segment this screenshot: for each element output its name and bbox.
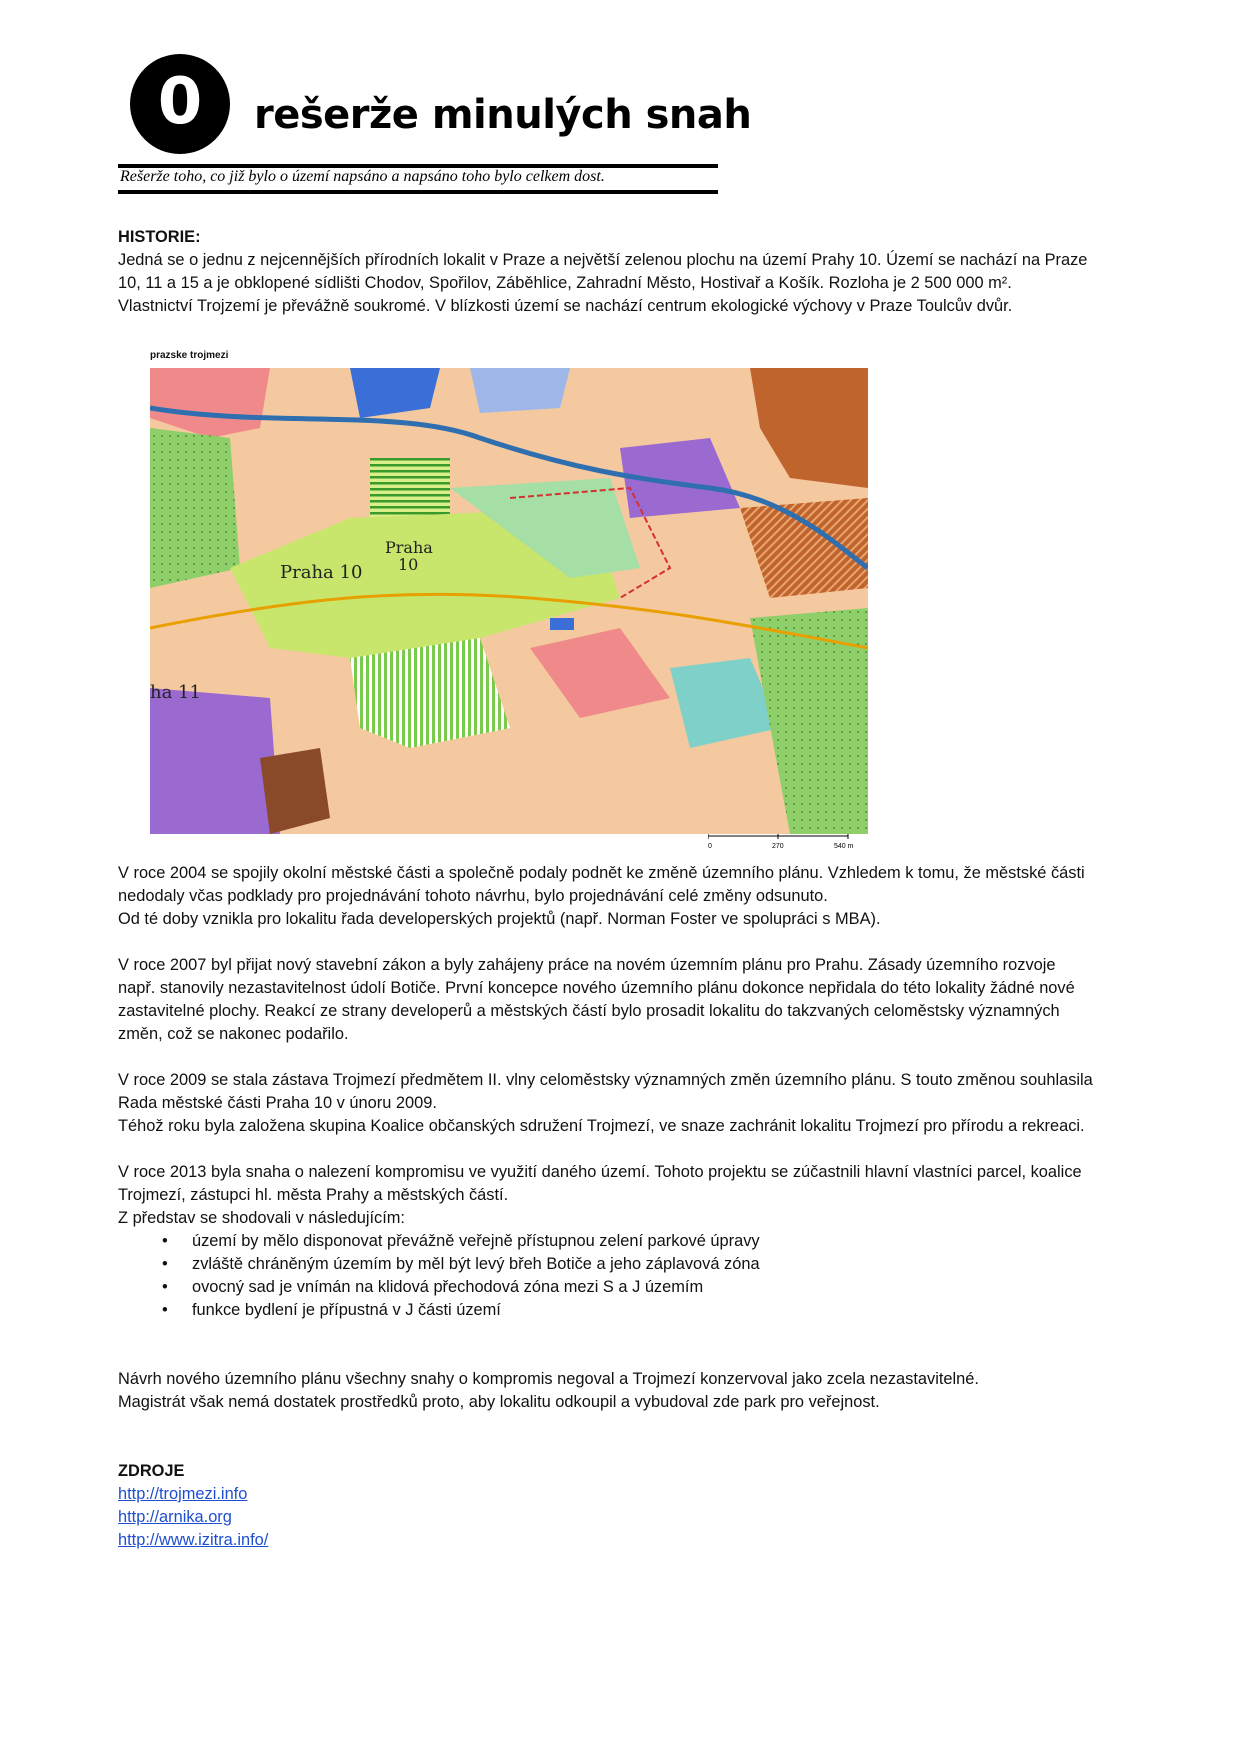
tagline: Rešerže toho, co již bylo o území napsáno a napsáno toho bylo celkem dost. [120, 168, 605, 185]
paragraph-line: Rada městské části Praha 10 v únoru 2009. [118, 1094, 437, 1112]
scale-label: 0 [708, 843, 712, 850]
scale-label: 540 m [834, 843, 854, 850]
map-graphic [150, 368, 868, 834]
list-item: • území by mělo disponovat převážně veřejně přístupnou zelení parkové úpravy [192, 1230, 1128, 1253]
list-item: • ovocný sad je vnímán na klidová přechodová zóna mezi S a J územím [192, 1276, 1128, 1299]
paragraph-line: V roce 2007 byl přijat nový stavební zákon a byly zahájeny práce na novém územním plánu pro Prahu. Zásady územního rozvoje [118, 956, 1056, 974]
paragraph-line: Z představ se shodovali v následujícím: [118, 1209, 405, 1227]
paragraph-line: V roce 2013 byla snaha o nalezení kompromisu ve využití daného území. Tohoto projektu se zúčastnili hlavní vlastníci parcel, koalice [118, 1163, 1082, 1181]
map-zone-pond [550, 618, 574, 630]
paragraph-line: např. stanovily nezastavitelnost údolí Botiče. První koncepce nového územního plánu dokonce nepřidala do této lokality žádné nové [118, 979, 1075, 997]
map-scale [708, 834, 858, 860]
paragraph-line: Od té doby vznikla pro lokalitu řada developerských projektů (např. Norman Foster ve spolupráci s MBA). [118, 910, 881, 928]
scale-label: 270 [772, 843, 784, 850]
paragraph-line: V roce 2009 se stala zástava Trojmezí předmětem II. vlny celoměstsky významných změn územního plánu. S touto změnou souhlasila [118, 1071, 1093, 1089]
closing-line: Návrh nového územního plánu všechny snahy o kompromis negoval a Trojmezí konzervoval jako zcela nezastavitelné. [118, 1370, 979, 1388]
list-item: • funkce bydlení je přípustná v J části území [192, 1299, 1128, 1322]
agreement-list [118, 1230, 1128, 1322]
closing-line: Magistrát však nemá dostatek prostředků proto, aby lokalitu odkoupil a vybudoval zde park pro veřejnost. [118, 1393, 880, 1411]
map-label-praha10: Praha 10 [280, 562, 363, 583]
map-label-praha10-b: Praha [385, 538, 433, 557]
paragraph-line: Téhož roku byla založena skupina Koalice občanských sdružení Trojmezí, ve snaze zachránit lokalitu Trojmezí pro přírodu a rekreaci. [118, 1117, 1085, 1135]
map-zone-lightblue [470, 368, 570, 413]
history-line: Jedná se o jednu z nejcennějších přírodních lokalit v Praze a největší zelenou plochu na území Prahy 10. Území se nachází na Praze [118, 251, 1088, 269]
paragraph-line: V roce 2004 se spojily okolní městské části a společně podaly podnět ke změně územního plánu. Vzhledem k tomu, že městské části [118, 864, 1085, 882]
sources-heading: ZDROJE [118, 1462, 185, 1480]
document-body [118, 226, 1128, 1552]
map-zone-forest [150, 428, 240, 588]
document-header [118, 52, 752, 197]
document-title: rešerže minulých snah [254, 92, 752, 138]
history-line: 10, 11 a 15 a je obklopené sídlišti Chodov, Spořilov, Záběhlice, Zahradní Město, Hostivař a Košík. Rozloha je 2 500 000 m². [118, 274, 1012, 292]
history-heading: HISTORIE: [118, 228, 201, 246]
map-scale-bar [708, 834, 858, 850]
paragraph-line: zastavitelné plochy. Reakcí ze strany developerů a městských částí bylo prosadit lokalitu do takzvaných celoměstsky významných [118, 1002, 1060, 1020]
logo-glyph: 0 [157, 65, 203, 139]
list-item: • zvláště chráněným územím by měl být levý břeh Botiče a jeho záplavová zóna [192, 1253, 1128, 1276]
paragraph-line: Trojmezí, zástupci hl. města Prahy a městských částí. [118, 1186, 509, 1204]
map-label-praha11: ha 11 [150, 682, 201, 703]
land-use-map [118, 324, 868, 854]
paragraph-line: nedodaly včas podklady pro projednávání tohoto návrhu, bylo projednávání celé změny odsunuto. [118, 887, 828, 905]
map-label-praha10-c: 10 [398, 555, 419, 574]
source-link-trojmezi[interactable]: http://trojmezi.info [118, 1485, 248, 1503]
source-link-arnika[interactable]: http://arnika.org [118, 1508, 232, 1526]
history-line: Vlastnictví Trojzemí je převážně soukromé. V blízkosti území se nachází centrum ekologické výchovy v Praze Toulcův dvůr. [118, 297, 1013, 315]
source-link-izitra[interactable]: http://www.izitra.info/ [118, 1531, 269, 1549]
logo-circle [130, 54, 230, 154]
map-title: prazske trojmezi [150, 350, 229, 361]
header-rule-bottom [118, 190, 718, 194]
paragraph-line: změn, což se nakonec podařilo. [118, 1025, 349, 1043]
